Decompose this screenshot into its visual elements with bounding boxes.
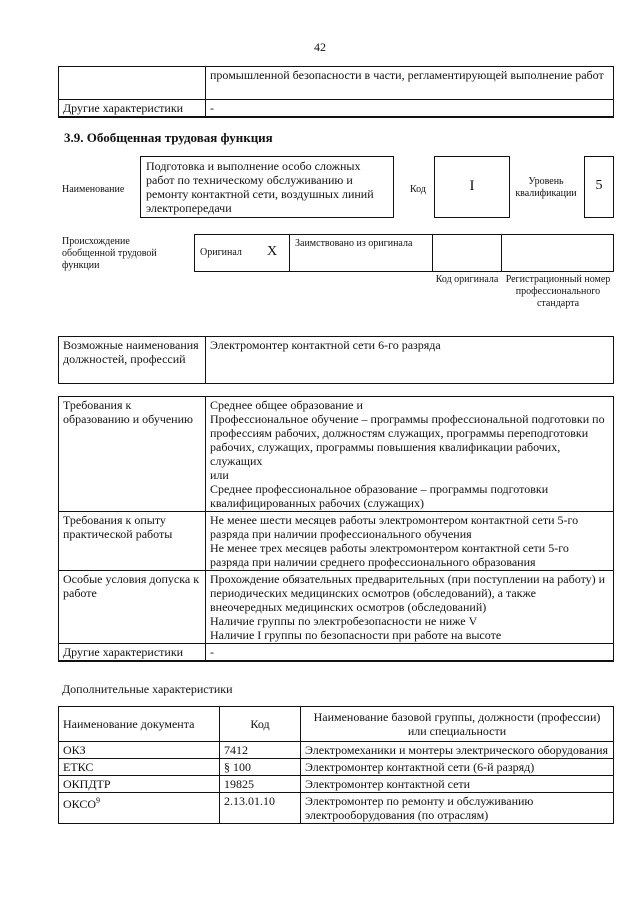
table-row — [59, 571, 614, 644]
doc-cell: ОКЗ — [59, 742, 220, 759]
doc-cell: ЕТКС — [59, 759, 220, 776]
group-cell: Электромонтер контактной сети — [301, 776, 614, 793]
additional-table — [58, 706, 614, 824]
admission-line: Наличие I группы по безопасности при работе на высоте — [210, 628, 502, 642]
table-row — [59, 793, 614, 824]
additional-title: Дополнительные характеристики — [62, 682, 233, 696]
footnote-marker: 9 — [96, 796, 101, 805]
table-row — [59, 512, 614, 571]
function-name: Подготовка и выполнение особо сложных работ по техническому обслуживанию и ремонту контактной сети, воздушных линий электропередачи — [140, 156, 394, 218]
admission-line: Прохождение обязательных предварительных (при поступлении на работу) и периодических медицинских осмотров (обследований), а также внеочередных медицинских осмотров (обследований) — [210, 572, 606, 614]
table-row — [59, 100, 614, 118]
reg-number-cell — [501, 234, 614, 272]
other-label: Другие характеристики — [59, 644, 206, 662]
table-row — [59, 776, 614, 793]
top-table-cell: промышленной безопасности в части, регламентирующей выполнение работ — [206, 67, 614, 100]
code-label: Код — [410, 184, 426, 195]
table-row — [59, 644, 614, 662]
education-line: Профессиональное обучение – программы профессиональной подготовки по профессиям рабочих, должностям служащих, программы переподготовки рабочих, служащих, программы повышения квалификации рабочих, служащих — [210, 412, 605, 468]
top-table — [58, 66, 614, 118]
positions-table — [58, 336, 614, 384]
borrowed-cell: Заимствовано из оригинала — [289, 234, 433, 272]
education-line: или — [210, 468, 229, 482]
page-number: 42 — [314, 40, 326, 54]
name-label: Наименование — [62, 184, 125, 195]
code-cell: 7412 — [220, 742, 301, 759]
row-label: Другие характеристики — [59, 100, 206, 118]
code-cell: 19825 — [220, 776, 301, 793]
positions-label: Возможные наименования должностей, профессий — [59, 337, 206, 384]
origin-label: Происхождение обобщенной трудовой функции — [62, 236, 157, 271]
header-code: Код — [220, 707, 301, 742]
code-value: I — [434, 156, 510, 218]
table-row — [59, 337, 614, 384]
header-group: Наименование базовой группы, должности (профессии) или специальности — [301, 707, 614, 742]
code-original-caption: Код оригинала — [435, 274, 499, 285]
admission-value — [206, 571, 614, 644]
education-label: Требования к образованию и обучению — [59, 397, 206, 512]
original-label: Оригинал — [200, 247, 242, 258]
level-value: 5 — [584, 156, 614, 218]
experience-label: Требования к опыту практической работы — [59, 512, 206, 571]
level-label: Уровень квалификации — [515, 176, 577, 199]
education-value — [206, 397, 614, 512]
row-value: - — [206, 100, 614, 118]
original-mark: X — [267, 244, 278, 259]
experience-line: Не менее трех месяцев работы электромонтером контактной сети 5-го разряда при наличии среднего профессионального образования — [210, 541, 569, 569]
other-value: - — [206, 644, 614, 662]
group-cell: Электромеханики и монтеры электрического оборудования — [301, 742, 614, 759]
education-line: Среднее профессиональное образование – программы подготовки квалифицированных рабочих (служащих) — [210, 482, 549, 510]
doc-cell: ОКСО$^9$ — [59, 793, 220, 824]
original-cell — [194, 234, 290, 272]
code-cell: § 100 — [220, 759, 301, 776]
table-row — [59, 759, 614, 776]
admission-label: Особые условия допуска к работе — [59, 571, 206, 644]
education-line: Среднее общее образование и — [210, 398, 363, 412]
reg-number-caption: Регистрационный номер профессионального стандарта — [505, 274, 611, 309]
positions-value: Электромонтер контактной сети 6-го разряда — [206, 337, 614, 384]
group-cell: Электромонтер контактной сети (6-й разряд) — [301, 759, 614, 776]
table-header-row — [59, 707, 614, 742]
experience-value — [206, 512, 614, 571]
admission-line: Наличие группы по электробезопасности не ниже V — [210, 614, 478, 628]
code-original-cell — [432, 234, 502, 272]
requirements-table — [58, 396, 614, 662]
code-cell: 2.13.01.10 — [220, 793, 301, 824]
table-row — [59, 742, 614, 759]
section-title: 3.9. Обобщенная трудовая функция — [64, 130, 273, 145]
header-doc: Наименование документа — [59, 707, 220, 742]
doc-cell: ОКПДТР — [59, 776, 220, 793]
table-row — [59, 67, 614, 100]
experience-line: Не менее шести месяцев работы электромонтером контактной сети 5-го разряда при наличии профессионального обучения — [210, 513, 579, 541]
group-cell: Электромонтер по ремонту и обслуживанию электрооборудования (по отраслям) — [301, 793, 614, 824]
table-row — [59, 397, 614, 512]
